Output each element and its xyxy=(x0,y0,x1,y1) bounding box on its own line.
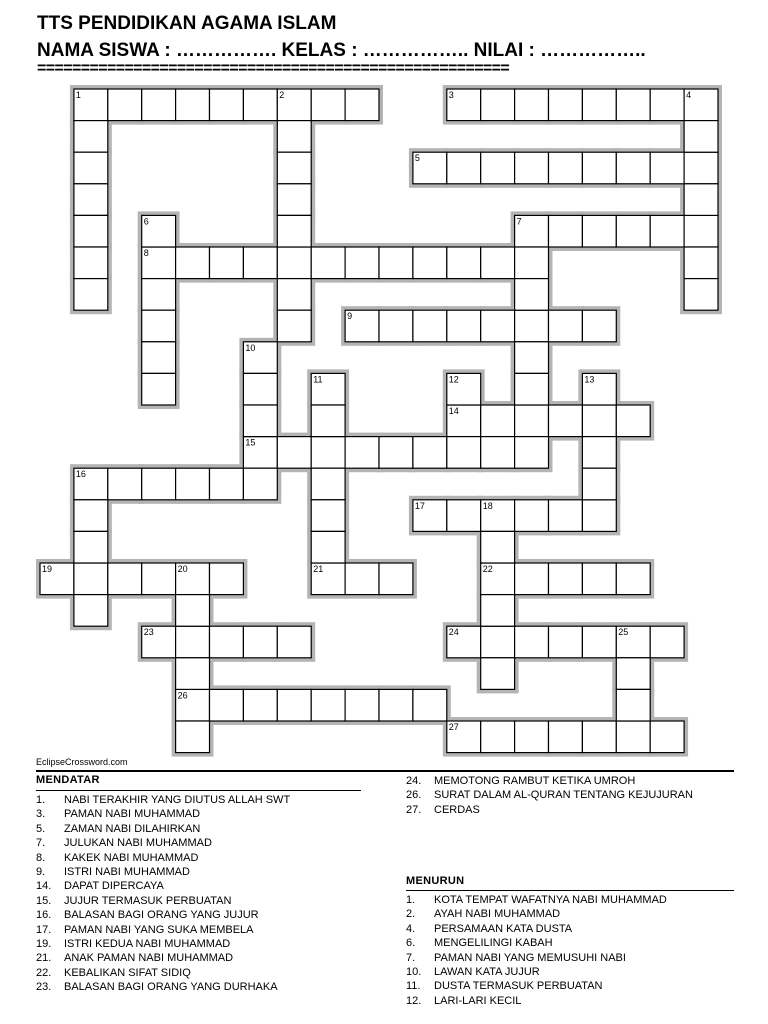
clue-number: 1 xyxy=(75,90,81,100)
clue-text: KOTA TEMPAT WAFATNYA NABI MUHAMMAD xyxy=(434,894,667,906)
grid-cell[interactable] xyxy=(74,152,108,184)
clue-number: 25 xyxy=(618,627,629,638)
clue-number: 5 xyxy=(414,153,420,164)
grid-cell[interactable] xyxy=(142,279,176,311)
grid-cell[interactable] xyxy=(481,152,515,184)
grid-cell[interactable] xyxy=(650,721,684,753)
clue-number: 14 xyxy=(448,406,459,416)
clue-item xyxy=(36,951,290,965)
clue-item xyxy=(36,807,290,821)
clue-text: ANAK PAMAN NABI MUHAMMAD xyxy=(64,952,234,965)
clue-number: 3 xyxy=(448,90,454,100)
grid-cell[interactable] xyxy=(447,152,481,184)
clue-item xyxy=(406,907,667,921)
clue-text: BALASAN BAGI ORANG YANG JUJUR xyxy=(64,909,259,922)
grid-cell[interactable] xyxy=(74,531,108,563)
grid-cell[interactable] xyxy=(481,89,515,121)
grid-cell[interactable] xyxy=(684,121,718,153)
clue-number: 12 xyxy=(448,374,459,385)
clue-number: 22. xyxy=(36,966,52,979)
grid-cell[interactable] xyxy=(447,247,481,279)
grid-cell[interactable] xyxy=(515,563,549,595)
grid-cell[interactable] xyxy=(413,437,447,469)
clue-number: 3. xyxy=(36,808,46,821)
grid-cell[interactable] xyxy=(684,152,718,184)
clue-item xyxy=(36,836,290,850)
clue-number: 1. xyxy=(36,794,46,806)
grid-cell[interactable] xyxy=(142,373,176,405)
clue-item xyxy=(36,923,290,937)
clue-number: 10 xyxy=(245,342,256,353)
clue-number: 14. xyxy=(36,880,52,893)
source-credit: EclipseCrossword.com xyxy=(36,757,128,767)
grid-cell[interactable] xyxy=(243,626,277,658)
grid-cell[interactable] xyxy=(210,468,244,500)
grid-cell[interactable] xyxy=(582,500,616,532)
clue-item xyxy=(406,803,693,817)
grid-cell[interactable] xyxy=(243,373,277,405)
grid-cell[interactable] xyxy=(142,342,176,374)
grid-cell[interactable] xyxy=(210,247,244,279)
grid-cell[interactable] xyxy=(481,437,515,469)
grid-cell[interactable] xyxy=(582,626,616,658)
grid-cell[interactable] xyxy=(108,563,142,595)
clue-number: 9. xyxy=(36,866,46,879)
grid-cell[interactable] xyxy=(616,215,650,247)
grid-cells xyxy=(40,89,718,753)
clue-item xyxy=(36,822,290,836)
grid-cell[interactable] xyxy=(243,689,277,721)
grid-cell[interactable] xyxy=(549,626,583,658)
grid-cell[interactable] xyxy=(74,500,108,532)
grid-cell[interactable] xyxy=(210,689,244,721)
grid-cell[interactable] xyxy=(481,405,515,437)
grid-cell[interactable] xyxy=(515,152,549,184)
grid-cell[interactable] xyxy=(277,689,311,721)
student-info-line: NAMA SISWA : ……………. KELAS : …………….. NILAI : …………….. xyxy=(37,40,646,61)
grid-cell[interactable] xyxy=(481,531,515,563)
grid-cell[interactable] xyxy=(277,626,311,658)
grid-cell[interactable] xyxy=(74,595,108,627)
grid-cell[interactable] xyxy=(277,184,311,216)
grid-cell[interactable] xyxy=(616,721,650,753)
clue-item xyxy=(406,788,693,802)
header-separator: ====================================================== xyxy=(37,60,510,77)
grid-cell[interactable] xyxy=(243,247,277,279)
clue-number: 12. xyxy=(406,994,422,1007)
clue-number: 22 xyxy=(482,564,493,574)
mendatar-heading: MENDATAR xyxy=(36,774,100,786)
grid-cell[interactable] xyxy=(447,310,481,342)
clue-item xyxy=(36,894,290,908)
clue-item xyxy=(36,879,290,893)
clue-item xyxy=(406,994,667,1008)
grid-cell[interactable] xyxy=(515,310,549,342)
grid-cell[interactable] xyxy=(515,279,549,311)
grid-cell[interactable] xyxy=(277,310,311,342)
clue-text: LAWAN KATA JUJUR xyxy=(434,966,540,979)
clue-item xyxy=(36,865,290,879)
grid-cell[interactable] xyxy=(142,468,176,500)
clue-number: 7. xyxy=(406,951,416,964)
grid-cell[interactable] xyxy=(379,689,413,721)
grid-cell[interactable] xyxy=(176,721,210,753)
clue-item xyxy=(406,922,667,936)
clue-number: 21 xyxy=(313,564,324,574)
menurun-heading: MENURUN xyxy=(406,875,465,887)
grid-cell[interactable] xyxy=(277,152,311,184)
clue-text: AYAH NABI MUHAMMAD xyxy=(434,908,561,921)
clue-number: 2. xyxy=(406,908,416,921)
clue-text: ZAMAN NABI DILAHIRKAN xyxy=(64,822,201,835)
clue-number: 23. xyxy=(36,981,52,994)
grid-cell[interactable] xyxy=(650,152,684,184)
clue-text: LARI-LARI KECIL xyxy=(434,994,522,1007)
grid-cell[interactable] xyxy=(616,689,650,721)
grid-cell[interactable] xyxy=(616,405,650,437)
grid-cell[interactable] xyxy=(277,247,311,279)
grid-cell[interactable] xyxy=(345,689,379,721)
clue-number: 2 xyxy=(279,90,285,100)
grid-cell[interactable] xyxy=(582,152,616,184)
grid-cell[interactable] xyxy=(616,563,650,595)
grid-cell[interactable] xyxy=(582,468,616,500)
clue-item xyxy=(36,793,290,807)
clue-item xyxy=(406,965,667,979)
grid-cell[interactable] xyxy=(515,405,549,437)
grid-cell[interactable] xyxy=(210,89,244,121)
clue-text: BALASAN BAGI ORANG YANG DURHAKA xyxy=(64,981,278,994)
grid-cell[interactable] xyxy=(176,595,210,627)
grid-cell[interactable] xyxy=(582,437,616,469)
clue-number: 27. xyxy=(406,803,422,816)
clue-number: 26. xyxy=(406,789,422,802)
grid-cell[interactable] xyxy=(549,215,583,247)
clue-text: DUSTA TERMASUK PERBUATAN xyxy=(434,980,603,993)
grid-cell[interactable] xyxy=(515,626,549,658)
grid-cell[interactable] xyxy=(74,279,108,311)
grid-cell[interactable] xyxy=(210,563,244,595)
clue-number: 17. xyxy=(36,923,52,936)
clue-number: 4. xyxy=(406,922,416,935)
grid-cell[interactable] xyxy=(549,405,583,437)
clue-number: 15 xyxy=(245,437,256,448)
grid-cell[interactable] xyxy=(515,89,549,121)
grid-cell[interactable] xyxy=(549,563,583,595)
clue-text: DAPAT DIPERCAYA xyxy=(64,880,164,893)
grid-cell[interactable] xyxy=(481,721,515,753)
grid-cell[interactable] xyxy=(277,279,311,311)
grid-cell[interactable] xyxy=(142,310,176,342)
clue-number: 24 xyxy=(448,627,459,638)
grid-cell[interactable] xyxy=(413,247,447,279)
grid-cell[interactable] xyxy=(311,500,345,532)
grid-cell[interactable] xyxy=(684,247,718,279)
grid-cell[interactable] xyxy=(481,247,515,279)
grid-cell[interactable] xyxy=(549,721,583,753)
grid-cell[interactable] xyxy=(481,310,515,342)
grid-cell[interactable] xyxy=(582,215,616,247)
grid-cell[interactable] xyxy=(311,468,345,500)
clue-number: 5. xyxy=(36,822,46,835)
clue-text: KAKEK NABI MUHAMMAD xyxy=(64,851,199,864)
grid-cell[interactable] xyxy=(582,563,616,595)
clue-number: 15. xyxy=(36,894,52,907)
clue-number: 20 xyxy=(177,564,188,574)
clue-text: ISTRI NABI MUHAMMAD xyxy=(64,866,190,879)
clue-number: 9 xyxy=(347,311,353,322)
clue-number: 26 xyxy=(177,690,188,701)
clue-number: 19. xyxy=(36,938,52,951)
clue-number: 18 xyxy=(482,500,493,511)
clue-number: 7. xyxy=(36,837,46,850)
clue-item xyxy=(36,937,290,951)
grid-cell[interactable] xyxy=(176,626,210,658)
mendatar-underline xyxy=(36,790,361,791)
grid-cell[interactable] xyxy=(243,405,277,437)
grid-cell[interactable] xyxy=(243,468,277,500)
grid-cell[interactable] xyxy=(616,152,650,184)
grid-cell[interactable] xyxy=(176,658,210,690)
grid-cell[interactable] xyxy=(549,89,583,121)
grid-cell[interactable] xyxy=(243,89,277,121)
grid-cell[interactable] xyxy=(379,310,413,342)
grid-cell[interactable] xyxy=(176,468,210,500)
clue-number: 4 xyxy=(686,90,692,100)
clue-item xyxy=(406,936,667,950)
grid-cell[interactable] xyxy=(549,310,583,342)
grid-cell[interactable] xyxy=(481,658,515,690)
grid-cell[interactable] xyxy=(74,215,108,247)
across-clue-list xyxy=(36,793,290,995)
clue-number: 7 xyxy=(516,216,522,227)
grid-cell[interactable] xyxy=(74,184,108,216)
grid-cell[interactable] xyxy=(481,626,515,658)
clue-number: 6. xyxy=(406,937,416,950)
clue-text: PAMAN NABI YANG MEMUSUHI NABI xyxy=(434,951,626,964)
grid-cell[interactable] xyxy=(311,437,345,469)
grid-cell[interactable] xyxy=(650,215,684,247)
clue-text: NABI TERAKHIR YANG DIUTUS ALLAH SWT xyxy=(64,794,291,806)
grid-cell[interactable] xyxy=(108,468,142,500)
clue-number: 1. xyxy=(406,894,416,906)
grid-cell[interactable] xyxy=(447,500,481,532)
clue-number: 24. xyxy=(406,775,422,787)
grid-cell[interactable] xyxy=(345,563,379,595)
grid-cell[interactable] xyxy=(142,563,176,595)
clue-text: JULUKAN NABI MUHAMMAD xyxy=(64,837,212,850)
clue-text: CERDAS xyxy=(434,803,480,816)
clue-item xyxy=(406,979,667,993)
grid-cell[interactable] xyxy=(515,437,549,469)
grid-cell[interactable] xyxy=(379,247,413,279)
clue-item xyxy=(406,774,693,788)
clue-number: 11 xyxy=(313,374,323,385)
grid-cell[interactable] xyxy=(142,89,176,121)
across-clue-list-continued xyxy=(406,774,693,817)
grid-cell[interactable] xyxy=(582,721,616,753)
grid-cell[interactable] xyxy=(616,89,650,121)
clue-number: 27 xyxy=(448,722,459,732)
clue-number: 11. xyxy=(406,980,421,993)
menurun-underline xyxy=(406,890,734,891)
grid-cell[interactable] xyxy=(515,721,549,753)
clue-number: 13 xyxy=(584,374,595,385)
clue-item xyxy=(36,851,290,865)
clue-number: 16 xyxy=(75,469,86,480)
grid-cell[interactable] xyxy=(684,215,718,247)
clue-text: SURAT DALAM AL-QURAN TENTANG KEJUJURAN xyxy=(434,789,693,802)
grid-cell[interactable] xyxy=(311,689,345,721)
clue-item xyxy=(406,951,667,965)
grid-cell[interactable] xyxy=(277,437,311,469)
grid-cell[interactable] xyxy=(413,689,447,721)
grid-cell[interactable] xyxy=(549,152,583,184)
grid-cell[interactable] xyxy=(684,184,718,216)
grid-cell[interactable] xyxy=(650,89,684,121)
grid-cell[interactable] xyxy=(413,310,447,342)
down-clue-list xyxy=(406,893,667,1008)
clue-text: PAMAN NABI MUHAMMAD xyxy=(64,808,201,821)
grid-cell[interactable] xyxy=(515,500,549,532)
clue-text: MEMOTONG RAMBUT KETIKA UMROH xyxy=(434,775,636,787)
clue-text: ISTRI KEDUA NABI MUHAMMAD xyxy=(64,938,231,951)
clue-item xyxy=(406,893,667,907)
grid-cell[interactable] xyxy=(515,342,549,374)
clue-item xyxy=(36,966,290,980)
grid-cell[interactable] xyxy=(515,373,549,405)
grid-cell[interactable] xyxy=(447,437,481,469)
clue-number: 8 xyxy=(143,248,149,258)
grid-cell[interactable] xyxy=(311,531,345,563)
clue-number: 6 xyxy=(143,216,149,227)
clue-number: 17 xyxy=(414,500,425,511)
clue-item xyxy=(36,908,290,922)
grid-cell[interactable] xyxy=(74,121,108,153)
grid-cell[interactable] xyxy=(616,658,650,690)
clue-number: 16. xyxy=(36,909,52,922)
grid-cell[interactable] xyxy=(311,89,345,121)
grid-cell[interactable] xyxy=(379,563,413,595)
grid-cell[interactable] xyxy=(74,247,108,279)
clue-number: 19 xyxy=(42,564,53,574)
grid-cell[interactable] xyxy=(515,247,549,279)
grid-cell[interactable] xyxy=(277,215,311,247)
grid-cell[interactable] xyxy=(582,405,616,437)
grid-cell[interactable] xyxy=(176,247,210,279)
worksheet-title: TTS PENDIDIKAN AGAMA ISLAM xyxy=(37,13,337,34)
clue-number: 23 xyxy=(143,627,154,638)
grid-cell[interactable] xyxy=(345,247,379,279)
grid-cell[interactable] xyxy=(74,563,108,595)
clue-item xyxy=(36,980,290,994)
grid-cell[interactable] xyxy=(650,626,684,658)
clue-text: PAMAN NABI YANG SUKA MEMBELA xyxy=(64,923,254,936)
grid-cell[interactable] xyxy=(684,279,718,311)
divider-line xyxy=(36,770,734,772)
grid-cell[interactable] xyxy=(277,121,311,153)
clue-number: 8. xyxy=(36,851,46,864)
clue-number: 10. xyxy=(406,966,422,979)
grid-cell[interactable] xyxy=(176,89,210,121)
grid-cell[interactable] xyxy=(549,500,583,532)
grid-cell[interactable] xyxy=(379,437,413,469)
clue-text: JUJUR TERMASUK PERBUATAN xyxy=(64,894,232,907)
grid-cell[interactable] xyxy=(481,595,515,627)
clue-text: KEBALIKAN SIFAT SIDIQ xyxy=(64,966,191,979)
clue-text: MENGELILINGI KABAH xyxy=(434,937,553,950)
grid-cell[interactable] xyxy=(582,310,616,342)
clue-number: 21. xyxy=(36,952,52,965)
grid-cell[interactable] xyxy=(311,405,345,437)
grid-cell[interactable] xyxy=(210,626,244,658)
grid-cell[interactable] xyxy=(108,89,142,121)
grid-cell[interactable] xyxy=(345,89,379,121)
clue-text: PERSAMAAN KATA DUSTA xyxy=(434,922,573,935)
grid-cell[interactable] xyxy=(311,247,345,279)
grid-cell[interactable] xyxy=(345,437,379,469)
grid-cell[interactable] xyxy=(582,89,616,121)
